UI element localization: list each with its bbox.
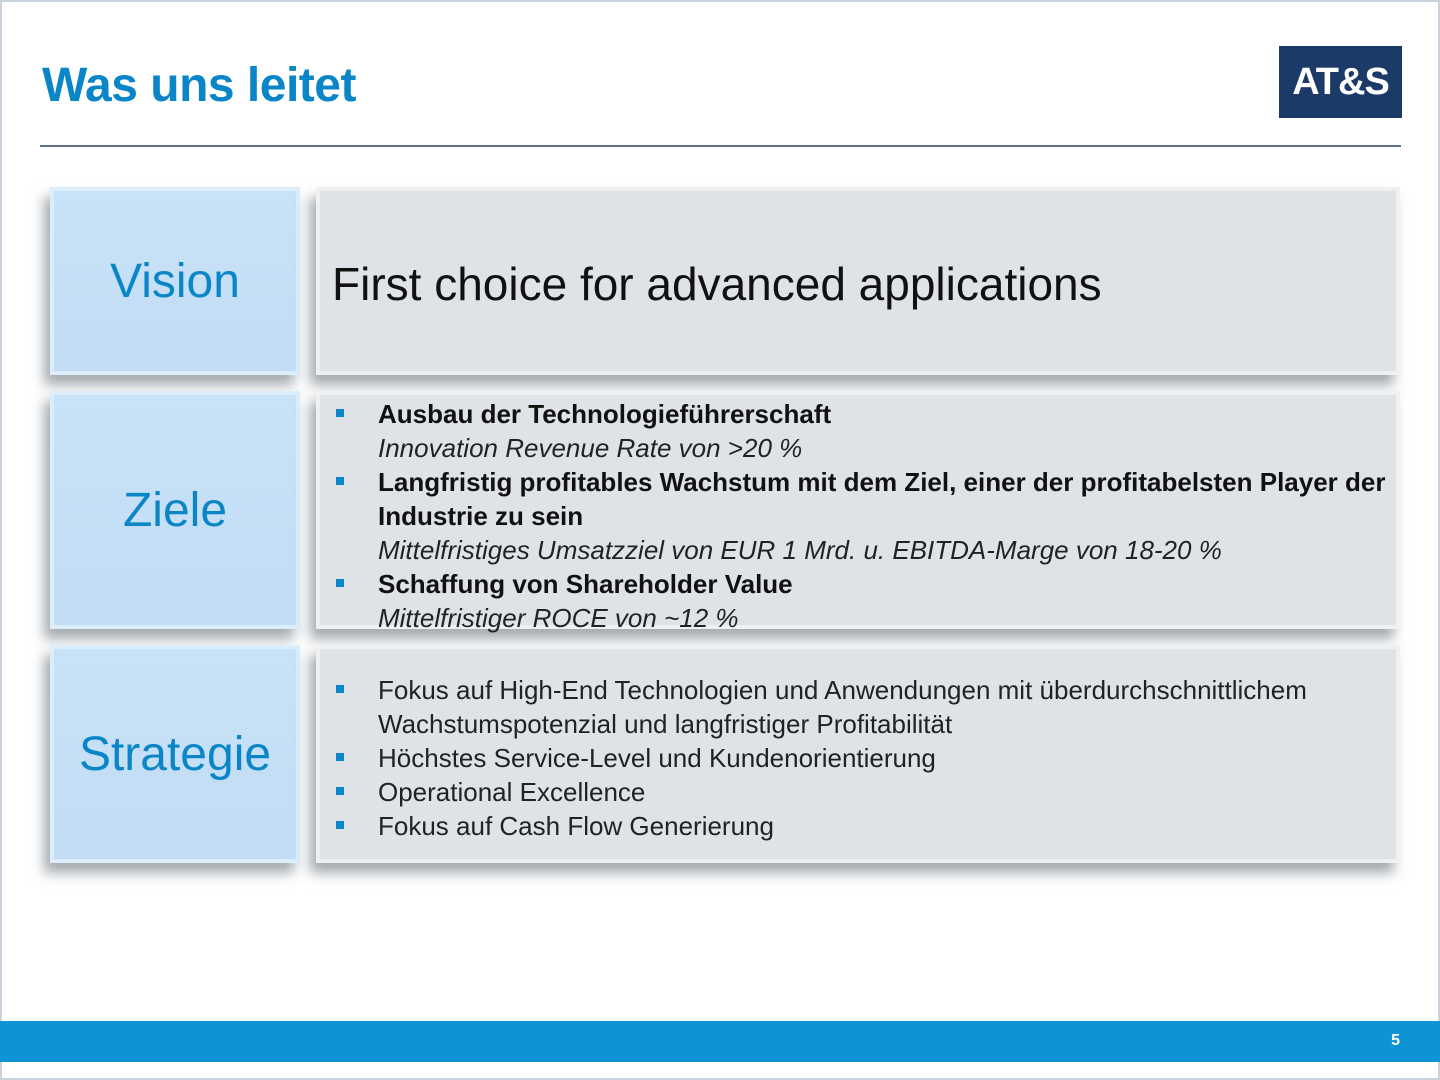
ziele-item-heading: Schaffung von Shareholder Value: [378, 569, 793, 599]
vision-label-box: [50, 187, 300, 375]
strategie-item-text: Fokus auf Cash Flow Generierung: [378, 811, 774, 841]
bullet-square-icon: [336, 409, 344, 417]
ziele-item-detail: Mittelfristiger ROCE von ~12 %: [378, 603, 739, 633]
strategie-item-text: Operational Excellence: [378, 777, 646, 807]
bullet-square-icon: [336, 579, 344, 587]
bullet-square-icon: [336, 685, 344, 693]
ziele-item-detail: Mittelfristiges Umsatzziel von EUR 1 Mrd. u. EBITDA-Marge von 18-20 %: [378, 535, 1222, 565]
ziele-content-box: [316, 391, 1400, 633]
strategie-label: Strategie: [78, 727, 272, 781]
strategie-item: [332, 741, 1388, 775]
vision-content-box: [316, 187, 1400, 375]
strategie-item-text: Fokus auf High-End Technologien und Anwendungen mit überdurchschnittlichem Wachstumspotenzial und langfristiger Profitabilität: [378, 675, 1307, 739]
ziele-item: [332, 567, 1388, 635]
footer-bar: [0, 1021, 1440, 1062]
ziele-item: [332, 397, 1388, 465]
ziele-item: [332, 465, 1388, 567]
page-number: 5: [1391, 1032, 1400, 1049]
company-logo: AT&S: [1279, 46, 1402, 118]
vision-statement: First choice for advanced applications: [332, 258, 1102, 310]
ziele-item-detail: Innovation Revenue Rate von >20 %: [378, 433, 803, 463]
page-title: Was uns leitet: [42, 59, 356, 112]
bullet-square-icon: [336, 753, 344, 761]
vision-label: Vision: [110, 254, 240, 308]
ziele-label-box: [50, 391, 300, 629]
ziele-label: Ziele: [122, 483, 228, 537]
strategie-label-box: [50, 645, 300, 863]
strategie-item: [332, 809, 1388, 843]
ziele-item-heading: Langfristig profitables Wachstum mit dem Ziel, einer der profitabelsten Player der Industrie zu sein: [378, 467, 1386, 531]
strategie-content-box: [316, 645, 1400, 863]
header-divider: [40, 145, 1401, 147]
ziele-list: [332, 397, 1388, 635]
bullet-square-icon: [336, 477, 344, 485]
bullet-square-icon: [336, 787, 344, 795]
bullet-square-icon: [336, 821, 344, 829]
strategie-item: [332, 673, 1388, 741]
ziele-item-heading: Ausbau der Technologieführerschaft: [378, 399, 832, 429]
strategie-list: [332, 673, 1388, 843]
strategie-item: [332, 775, 1388, 809]
strategie-item-text: Höchstes Service-Level und Kundenorientierung: [378, 743, 936, 773]
